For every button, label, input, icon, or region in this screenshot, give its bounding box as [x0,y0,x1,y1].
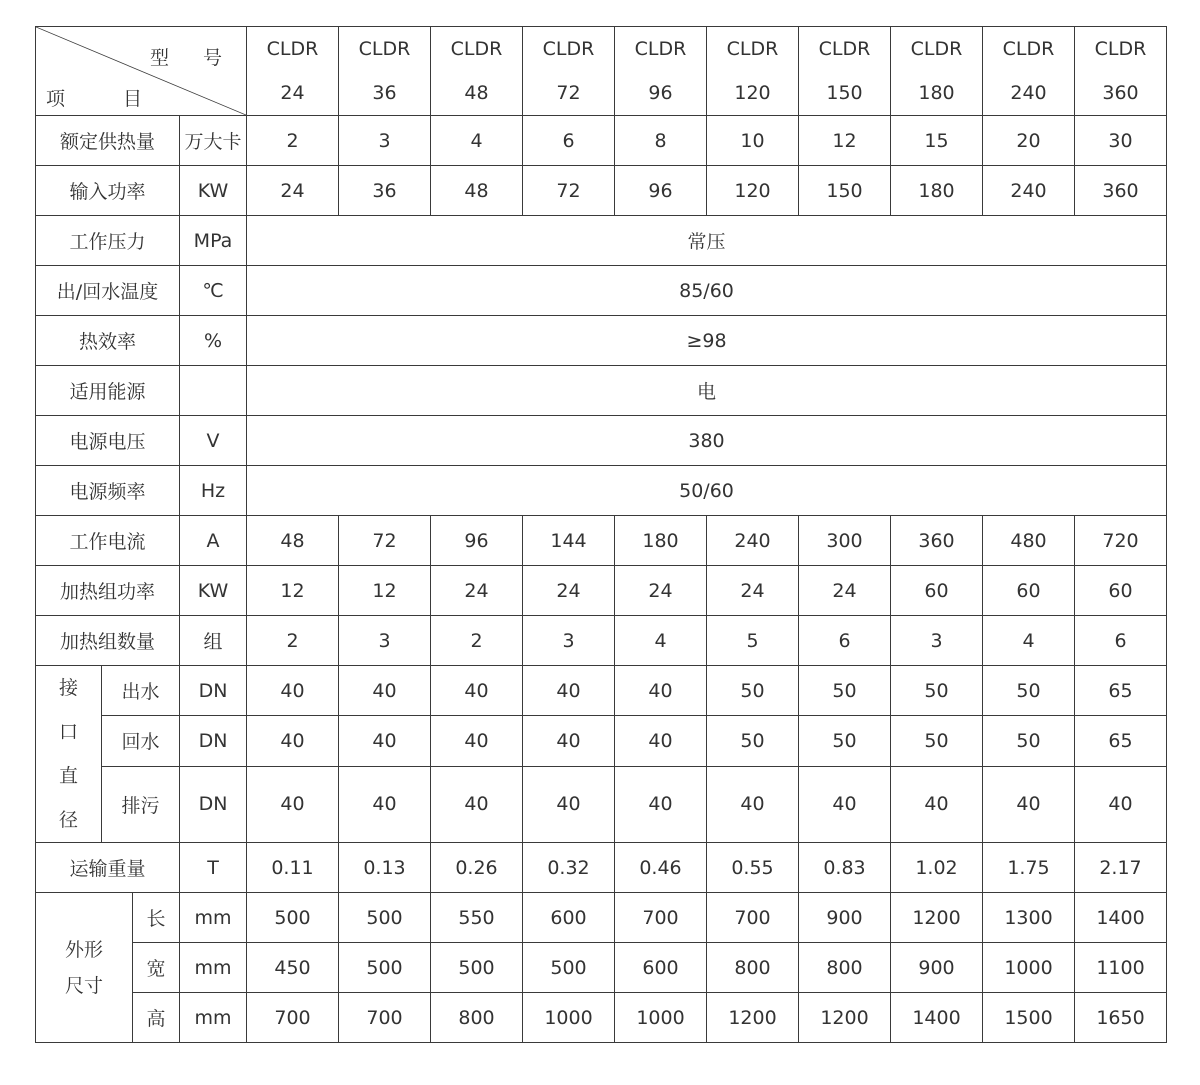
model-number: 36 [372,82,397,104]
row-rated-heat [36,116,1167,166]
model-name: CLDR [266,38,319,60]
value-cell: 450 [247,943,339,993]
row-frequency [36,466,1167,516]
value-cell: 500 [431,943,523,993]
model-name: CLDR [634,38,687,60]
value-cell: 500 [339,893,431,943]
unit-cell: V [180,416,247,466]
value-cell: 40 [523,716,615,766]
unit-cell: 组 [180,616,247,666]
model-header-cell [707,27,799,116]
value-cell: 60 [983,566,1075,616]
value-cell: 72 [523,166,615,216]
merged-value-cell: 常压 [247,216,1167,266]
value-cell: 300 [799,516,891,566]
value-cell: 1650 [1075,993,1167,1043]
value-cell: 50 [983,666,1075,716]
value-cell: 3 [339,116,431,166]
value-cell: 12 [339,566,431,616]
model-number: 240 [1010,82,1047,104]
value-cell: 4 [983,616,1075,666]
unit-cell: ℃ [180,266,247,316]
value-cell: 65 [1075,716,1167,766]
row-work-pressure [36,216,1167,266]
value-cell: 50 [707,716,799,766]
value-cell: 96 [431,516,523,566]
value-cell: 40 [983,766,1075,842]
value-cell: 40 [247,766,339,842]
row-voltage [36,416,1167,466]
value-cell: 96 [615,166,707,216]
value-cell: 40 [615,666,707,716]
row-label: 电源电压 [36,416,180,466]
model-number: 150 [826,82,863,104]
value-cell: 40 [891,766,983,842]
value-cell: 8 [615,116,707,166]
unit-cell: Hz [180,466,247,516]
value-cell: 50 [983,716,1075,766]
model-header-cell [983,27,1075,116]
merged-value-cell: 380 [247,416,1167,466]
unit-cell: KW [180,166,247,216]
value-cell: 30 [1075,116,1167,166]
unit-cell: mm [180,893,247,943]
value-cell: 360 [891,516,983,566]
value-cell: 50 [707,666,799,716]
sub-row-label: 高 [133,993,180,1043]
value-cell: 40 [523,766,615,842]
value-cell: 1.75 [983,843,1075,893]
model-number: 360 [1102,82,1139,104]
value-cell: 60 [1075,566,1167,616]
group-char: 直 [58,765,78,787]
value-cell: 1100 [1075,943,1167,993]
value-cell: 40 [615,716,707,766]
row-heater-power [36,566,1167,616]
value-cell: 500 [339,943,431,993]
value-cell: 40 [339,716,431,766]
value-cell: 2 [247,616,339,666]
value-cell: 40 [615,766,707,842]
value-cell: 1400 [891,993,983,1043]
merged-value-cell: 50/60 [247,466,1167,516]
value-cell: 0.26 [431,843,523,893]
row-label: 电源频率 [36,466,180,516]
value-cell: 0.46 [615,843,707,893]
model-number: 72 [556,82,581,104]
value-cell: 550 [431,893,523,943]
sub-row-label: 长 [133,893,180,943]
value-cell: 1000 [615,993,707,1043]
value-cell: 700 [339,993,431,1043]
model-header-cell [891,27,983,116]
value-cell: 180 [615,516,707,566]
unit-cell: MPa [180,216,247,266]
value-cell: 144 [523,516,615,566]
value-cell: 800 [707,943,799,993]
row-port-drain [36,766,1167,842]
value-cell: 40 [799,766,891,842]
value-cell: 4 [431,116,523,166]
value-cell: 6 [523,116,615,166]
value-cell: 240 [707,516,799,566]
value-cell: 0.83 [799,843,891,893]
value-cell: 0.32 [523,843,615,893]
value-cell: 1200 [891,893,983,943]
model-header-cell [339,27,431,116]
value-cell: 720 [1075,516,1167,566]
unit-cell: mm [180,943,247,993]
unit-cell [180,366,247,416]
model-header-cell [523,27,615,116]
model-name: CLDR [818,38,871,60]
merged-value-cell: ≥98 [247,316,1167,366]
row-port-outlet [36,666,1167,716]
value-cell: 4 [615,616,707,666]
value-cell: 40 [247,666,339,716]
row-label: 适用能源 [36,366,180,416]
value-cell: 24 [431,566,523,616]
item-label: 项 目 [46,88,169,110]
value-cell: 1200 [707,993,799,1043]
value-cell: 1000 [523,993,615,1043]
model-name: CLDR [358,38,411,60]
row-label: 工作电流 [36,516,180,566]
header-row [36,27,1167,116]
value-cell: 60 [891,566,983,616]
model-type-label: 型 号 [149,47,236,69]
group-char: 口 [58,721,78,743]
value-cell: 40 [431,666,523,716]
group-char: 接 [58,677,78,699]
row-current [36,516,1167,566]
row-efficiency [36,316,1167,366]
value-cell: 24 [247,166,339,216]
spec-table [35,26,1167,1043]
value-cell: 50 [799,716,891,766]
value-cell: 15 [891,116,983,166]
value-cell: 65 [1075,666,1167,716]
group-char: 径 [58,809,78,831]
unit-cell: A [180,516,247,566]
value-cell: 600 [523,893,615,943]
model-header-cell [615,27,707,116]
model-name: CLDR [450,38,503,60]
model-name: CLDR [1002,38,1055,60]
value-cell: 40 [339,766,431,842]
row-label: 热效率 [36,316,180,366]
merged-value-cell: 电 [247,366,1167,416]
value-cell: 40 [247,716,339,766]
value-cell: 36 [339,166,431,216]
value-cell: 6 [799,616,891,666]
value-cell: 360 [1075,166,1167,216]
row-energy [36,366,1167,416]
model-header-cell [431,27,523,116]
value-cell: 50 [891,666,983,716]
row-label: 工作压力 [36,216,180,266]
unit-cell: DN [180,766,247,842]
value-cell: 1400 [1075,893,1167,943]
row-dims-length [36,893,1167,943]
value-cell: 72 [339,516,431,566]
value-cell: 500 [523,943,615,993]
sub-row-label: 出水 [102,666,180,716]
model-number: 24 [280,82,305,104]
sub-row-label: 宽 [133,943,180,993]
value-cell: 2 [431,616,523,666]
value-cell: 0.55 [707,843,799,893]
model-header-cell [1075,27,1167,116]
value-cell: 600 [615,943,707,993]
value-cell: 24 [707,566,799,616]
row-port-return [36,716,1167,766]
value-cell: 700 [707,893,799,943]
sub-row-label: 回水 [102,716,180,766]
model-header-cell [799,27,891,116]
unit-cell: KW [180,566,247,616]
dimensions-group-label [36,893,133,1043]
value-cell: 50 [891,716,983,766]
value-cell: 0.11 [247,843,339,893]
row-dims-width [36,943,1167,993]
value-cell: 2 [247,116,339,166]
value-cell: 1500 [983,993,1075,1043]
row-label: 出/回水温度 [36,266,180,316]
value-cell: 800 [431,993,523,1043]
value-cell: 12 [799,116,891,166]
value-cell: 24 [615,566,707,616]
row-label: 输入功率 [36,166,180,216]
value-cell: 480 [983,516,1075,566]
model-number: 120 [734,82,771,104]
row-input-power [36,166,1167,216]
model-name: CLDR [1094,38,1147,60]
value-cell: 700 [247,993,339,1043]
value-cell: 1000 [983,943,1075,993]
unit-cell: DN [180,716,247,766]
header-diagonal-cell [36,27,247,116]
model-name: CLDR [542,38,595,60]
row-water-temp [36,266,1167,316]
value-cell: 5 [707,616,799,666]
merged-value-cell: 85/60 [247,266,1167,316]
value-cell: 1200 [799,993,891,1043]
row-label: 运输重量 [36,843,180,893]
value-cell: 900 [799,893,891,943]
value-cell: 40 [1075,766,1167,842]
value-cell: 40 [523,666,615,716]
unit-cell: T [180,843,247,893]
value-cell: 2.17 [1075,843,1167,893]
row-label: 加热组功率 [36,566,180,616]
value-cell: 180 [891,166,983,216]
value-cell: 700 [615,893,707,943]
value-cell: 40 [431,766,523,842]
model-name: CLDR [910,38,963,60]
value-cell: 50 [799,666,891,716]
value-cell: 1.02 [891,843,983,893]
model-number: 180 [918,82,955,104]
value-cell: 800 [799,943,891,993]
value-cell: 120 [707,166,799,216]
unit-cell: mm [180,993,247,1043]
value-cell: 48 [247,516,339,566]
unit-cell: 万大卡 [180,116,247,166]
group-line: 尺寸 [64,974,103,997]
value-cell: 150 [799,166,891,216]
value-cell: 240 [983,166,1075,216]
value-cell: 3 [523,616,615,666]
port-diameter-group-label [36,666,102,843]
row-dims-height [36,993,1167,1043]
row-label: 额定供热量 [36,116,180,166]
value-cell: 1300 [983,893,1075,943]
row-weight [36,843,1167,893]
model-header-cell [247,27,339,116]
value-cell: 500 [247,893,339,943]
unit-cell: % [180,316,247,366]
value-cell: 6 [1075,616,1167,666]
value-cell: 40 [707,766,799,842]
value-cell: 3 [339,616,431,666]
value-cell: 24 [523,566,615,616]
value-cell: 900 [891,943,983,993]
value-cell: 40 [339,666,431,716]
value-cell: 24 [799,566,891,616]
value-cell: 48 [431,166,523,216]
value-cell: 20 [983,116,1075,166]
value-cell: 10 [707,116,799,166]
model-name: CLDR [726,38,779,60]
value-cell: 40 [431,716,523,766]
row-heater-count [36,616,1167,666]
value-cell: 0.13 [339,843,431,893]
unit-cell: DN [180,666,247,716]
sub-row-label: 排污 [102,766,180,842]
group-line: 外形 [64,938,103,961]
model-number: 48 [464,82,489,104]
value-cell: 12 [247,566,339,616]
value-cell: 3 [891,616,983,666]
model-number: 96 [648,82,673,104]
row-label: 加热组数量 [36,616,180,666]
